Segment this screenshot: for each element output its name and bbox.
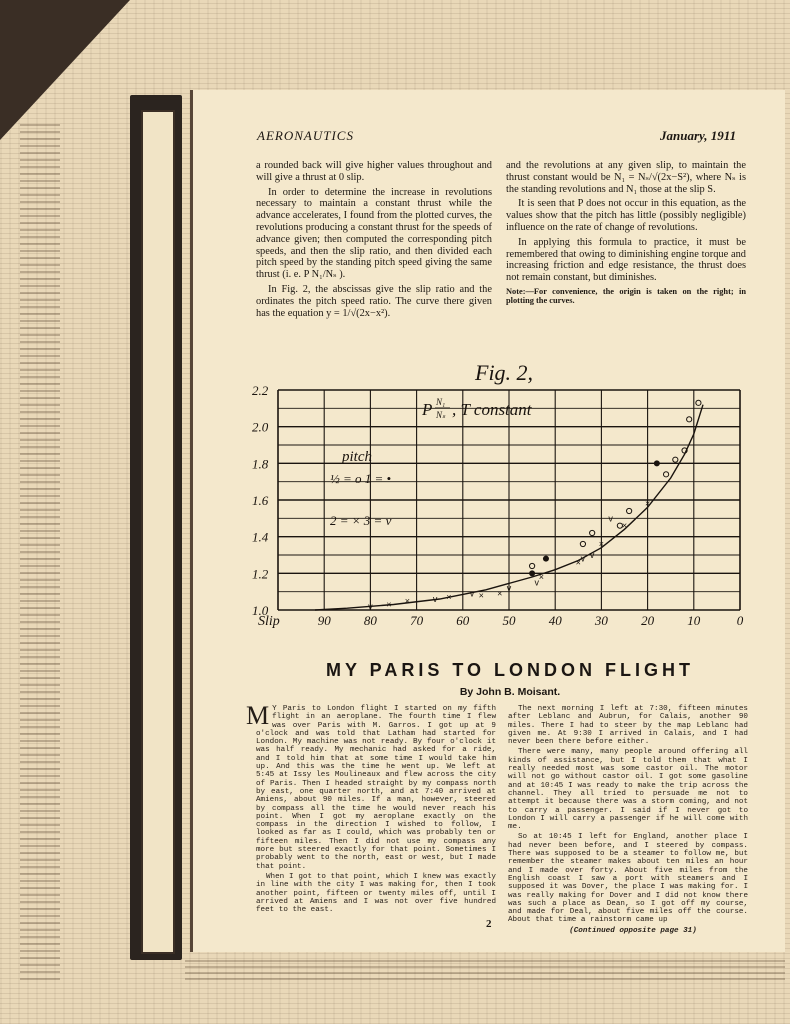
paragraph: It is seen that P does not occur in this equation, as the values show that the pitch has little (possibly negligible) influence on the rate of change of revolutions. [506, 198, 746, 233]
running-header-title: AERONAUTICS [257, 128, 354, 143]
point-pitch-half [530, 563, 535, 568]
x-tick-label: 30 [594, 613, 608, 628]
point-pitch-3: v [368, 601, 373, 612]
y-tick-label: 1.6 [252, 493, 269, 508]
x-tick-label: 80 [363, 613, 377, 628]
x-tick-label: 50 [502, 613, 516, 628]
point-pitch-3: v [608, 513, 613, 524]
paragraph: There were many, many people around offering all kinds of assistance, but I told them that what I really needed most was some castor oil. The motor will not go without castor oil. I got some gasoline and at 10:45 I was ready to make the trip across the channel. They all tried to persuade me not to attempt it because there was a storm coming, and not to carry a passenger. I said if I never got to London I will carry a passenger if he will come with me. [508, 748, 748, 832]
point-pitch-2: × [575, 557, 581, 568]
point-pitch-half [673, 457, 678, 462]
constant-annotation [421, 397, 533, 420]
point-pitch-2: × [598, 539, 605, 549]
paragraph: When I got to that point, which I knew was exactly in line with the city I was making for, then I took another point, fifteen or twenty miles off, until I arrived at Amiens and I was not over five hundred feet to the east. [256, 872, 496, 915]
point-pitch-half [590, 530, 595, 535]
x-tick-label: 20 [641, 613, 655, 628]
legend-row-2: 2 = × 3 = v [330, 513, 392, 528]
x-tick-labels [318, 613, 744, 628]
y-tick-label: 2.0 [252, 419, 269, 435]
point-pitch-2: × [478, 590, 484, 601]
paragraph: a rounded back will give higher values throughout and will give a thrust at 0 slip. [256, 160, 492, 183]
point-pitch-half [696, 400, 701, 405]
spine-strip [141, 110, 175, 954]
running-header-date: January, 1911 [660, 128, 737, 143]
x-tick-label: 0 [736, 613, 744, 628]
x-tick-label: 60 [456, 613, 470, 628]
point-pitch-1 [654, 460, 660, 466]
x-tick-label: 90 [317, 613, 331, 628]
paragraph: Y Paris to London flight I started on my fifth flight in an aeroplane. The fourth time I flew was over Paris with M. Garros. I got up at 9 o'clock and was told that Latham had started for London. My machine was not ready. By four o'clock it was half ready. My mechanic had asked for a ride, and I told him that at some time I would take him up. And this was the time he went up. We left at 5:45 at Issy les Moulineaux and flew across the city of Paris. Then I headed straight by my compass north by east, one quarter north, and at 7:40 arrived at Amiens, about 90 miles. If a man, however, steered by compass all the time he would never reach his point. When I got my aeroplane exactly on the compass in the direction I wished to follow, I looked as far as I could, which was probably ten or fifteen miles. Then I did not use my compass any more but steered exactly for that point. Sometimes I probably went to the north, east or west, but I made that point. [256, 705, 496, 871]
x-axis-label: Slip [258, 614, 280, 629]
data-points [368, 400, 701, 611]
y-tick-label: 2.2 [252, 383, 269, 398]
legend-row-1: ½ = o 1 = • [330, 471, 392, 486]
paragraph: The next morning I left at 7:30, fifteen minutes after Leblanc and Aubrun, for Calais, another 90 miles. There I had to steer by the map Leblanc had given me. At 9:30 I arrived in Calais, and I had never been there before either. [508, 705, 748, 747]
y-tick-labels [252, 383, 269, 618]
y-tick-label: 1.2 [252, 566, 269, 582]
annotation-numerator: N₁ [436, 397, 446, 407]
point-pitch-3: v [534, 577, 539, 588]
point-pitch-2: × [644, 498, 651, 509]
point-pitch-3: v [589, 550, 595, 560]
point-pitch-half [663, 472, 668, 477]
point-pitch-3: v [432, 594, 438, 604]
x-tick-label: 10 [687, 613, 701, 628]
annotation-text: , T constant [452, 400, 532, 419]
article-byline: By John B. Moisant. [459, 686, 561, 698]
x-tick-label: 70 [410, 613, 424, 628]
point-pitch-2: × [497, 588, 503, 599]
text-column-left [256, 160, 492, 322]
point-pitch-half [687, 417, 692, 422]
point-pitch-3: v [580, 553, 586, 564]
y-tick-label: 1.8 [252, 456, 269, 472]
point-pitch-1 [543, 556, 549, 562]
paragraph: So at 10:45 I left for England, another place I had never been before, and I steered by compass. There was supposed to be a steamer to follow me, but remember the steamer makes about ten miles an hour and I made over forty. About five miles from the English coast I saw a port with steamers and I supposed it was Dover, the place I was making for. I was really making for Dover and I did not know there was such a place as Dean, so I got off my course, and made for Deal, about five miles off the course. About that time a rainstorm came up [508, 833, 748, 925]
point-pitch-2: × [538, 572, 544, 582]
paragraph: In order to determine the increase in revolutions necessary to maintain a constant thrust while the advance accelerates, I found from the plotted curves, the revolutions producing a constant thrust for the speeds of advance given; then computed the corresponding pitch speeds, and then the slip ratio, and then divided each pitch speed by the standing pitch speed giving the same thrust (i. e. P N₁/Nₛ ). [256, 186, 492, 281]
point-pitch-3: v [506, 583, 512, 593]
annotation-denominator: Nₛ [436, 410, 446, 420]
figure-2-chart [250, 355, 750, 635]
article-column-left [246, 701, 496, 916]
legend-title: pitch [342, 449, 372, 465]
paragraph: and the revolutions at any given slip, to maintain the thrust constant would be N₁ = Nₛ/√(2x−S²), where Nₛ is the standing revolutions and N₁ those at the slip S. [506, 160, 746, 195]
article-column-right [508, 705, 748, 937]
text-column-right [506, 160, 746, 306]
point-pitch-half [580, 541, 585, 546]
y-tick-label: 1.4 [252, 529, 269, 545]
drop-cap: M [246, 701, 270, 730]
y-tick-label: 1.0 [252, 603, 269, 618]
figure-note: Note:—For convenience, the origin is taken on the right; in plotting the curves. [506, 286, 746, 306]
point-pitch-1 [529, 570, 535, 576]
page-bottom-edge [185, 958, 785, 980]
paragraph: In applying this formula to practice, it must be remembered that owing to diminishing engine torque and increasing friction and edge resistance, the thrust does not remain constant, but diminishes. [506, 236, 746, 284]
page-number: 2 [486, 918, 492, 930]
point-pitch-2: × [404, 595, 410, 606]
annotation-p: P [422, 400, 433, 419]
chart-legend [330, 449, 392, 528]
chart-grid [278, 390, 740, 610]
point-pitch-2: × [386, 599, 392, 610]
point-pitch-half [627, 508, 632, 513]
figure-label: Fig. 2, [475, 360, 534, 385]
point-pitch-2: × [621, 520, 628, 531]
continued-note: (Continued opposite page 31) [569, 926, 697, 935]
binder-edge [20, 120, 60, 980]
point-pitch-2: × [446, 592, 452, 603]
paragraph: In Fig. 2, the abscissas give the slip ratio and the ordinates the pitch speed ratio. The curve there given has the equation y = 1/√(2x−x²). [256, 283, 492, 319]
point-pitch-3: v [469, 588, 475, 599]
x-tick-label: 40 [548, 613, 562, 628]
article-title: MY PARIS TO LONDON FLIGHT [325, 660, 694, 680]
